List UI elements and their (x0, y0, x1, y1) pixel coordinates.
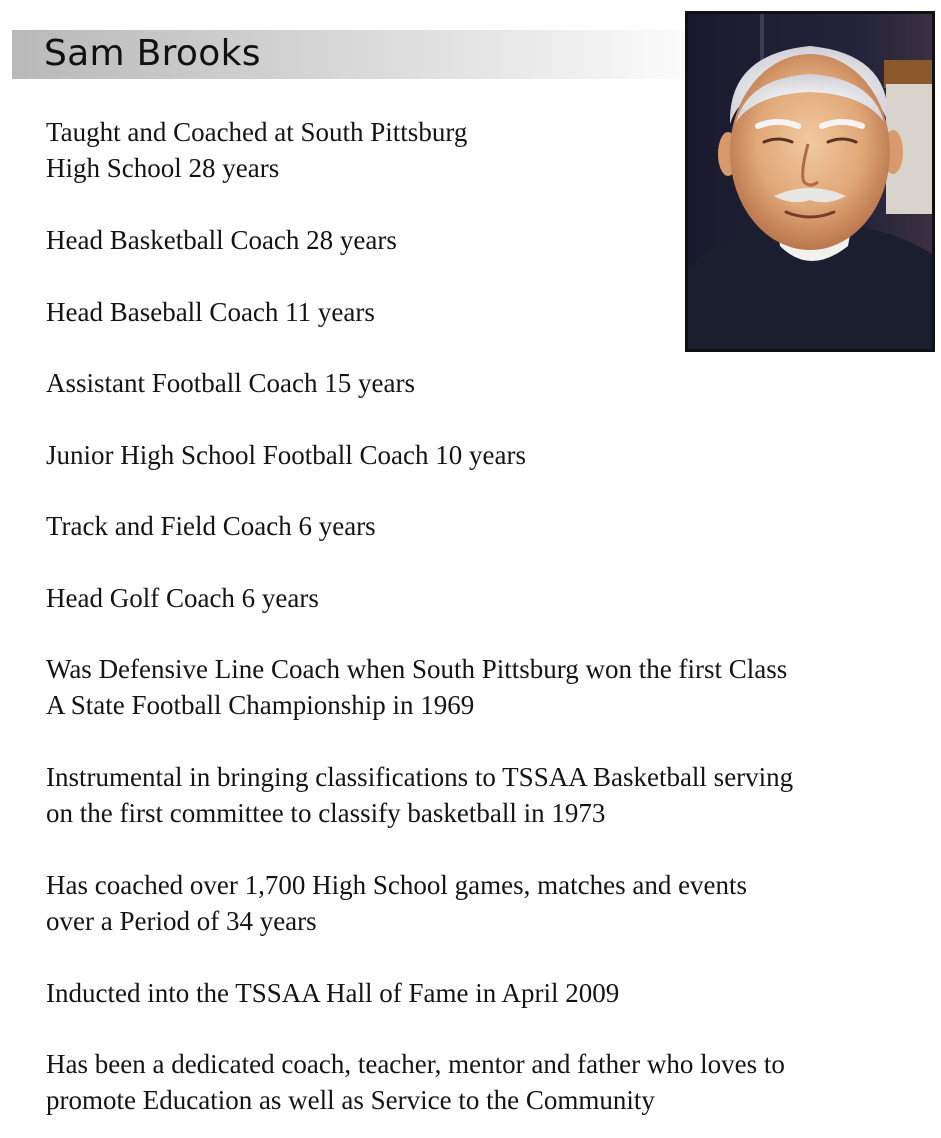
bio-item-defensive-line (46, 651, 906, 723)
bio-item-games-coached (46, 867, 906, 939)
name-banner (12, 30, 712, 79)
bio-item-assistant-football (46, 365, 906, 401)
bio-line: Instrumental in bringing classifications to TSSAA Basketball serving (46, 762, 794, 792)
bio-item-taught-coached (46, 114, 906, 186)
bio-line: Has been a dedicated coach, teacher, mentor and father who loves to (46, 1049, 785, 1079)
person-name: Sam Brooks (44, 33, 261, 74)
bio-item-classifications (46, 759, 906, 831)
bio-line: promote Education as well as Service to the Community (46, 1085, 655, 1115)
bio-item-golf (46, 580, 906, 616)
bio-item-dedication (46, 1046, 906, 1118)
bio-item-track-field (46, 508, 906, 544)
bio-line: A State Football Championship in 1969 (46, 690, 475, 720)
bio-line: Assistant Football Coach 15 years (46, 368, 415, 398)
bio-line: Head Golf Coach 6 years (46, 583, 319, 613)
bio-line: Junior High School Football Coach 10 years (46, 440, 526, 470)
bio-line: Track and Field Coach 6 years (46, 511, 376, 541)
bio-line: Inducted into the TSSAA Hall of Fame in April 2009 (46, 978, 620, 1008)
bio-line: High School 28 years (46, 153, 280, 183)
bio-line: over a Period of 34 years (46, 906, 317, 936)
bio-line: Head Baseball Coach 11 years (46, 297, 375, 327)
bio-item-baseball (46, 294, 906, 330)
bio-line: on the first committee to classify basketball in 1973 (46, 798, 606, 828)
bio-line: Head Basketball Coach 28 years (46, 225, 397, 255)
bio-item-basketball (46, 222, 906, 258)
bio-line: Has coached over 1,700 High School games, matches and events (46, 870, 748, 900)
bio-line: Taught and Coached at South Pittsburg (46, 117, 468, 147)
bio-line: Was Defensive Line Coach when South Pittsburg won the first Class (46, 654, 788, 684)
bio-item-hall-of-fame (46, 975, 906, 1011)
bio-item-junior-high-football (46, 437, 906, 473)
